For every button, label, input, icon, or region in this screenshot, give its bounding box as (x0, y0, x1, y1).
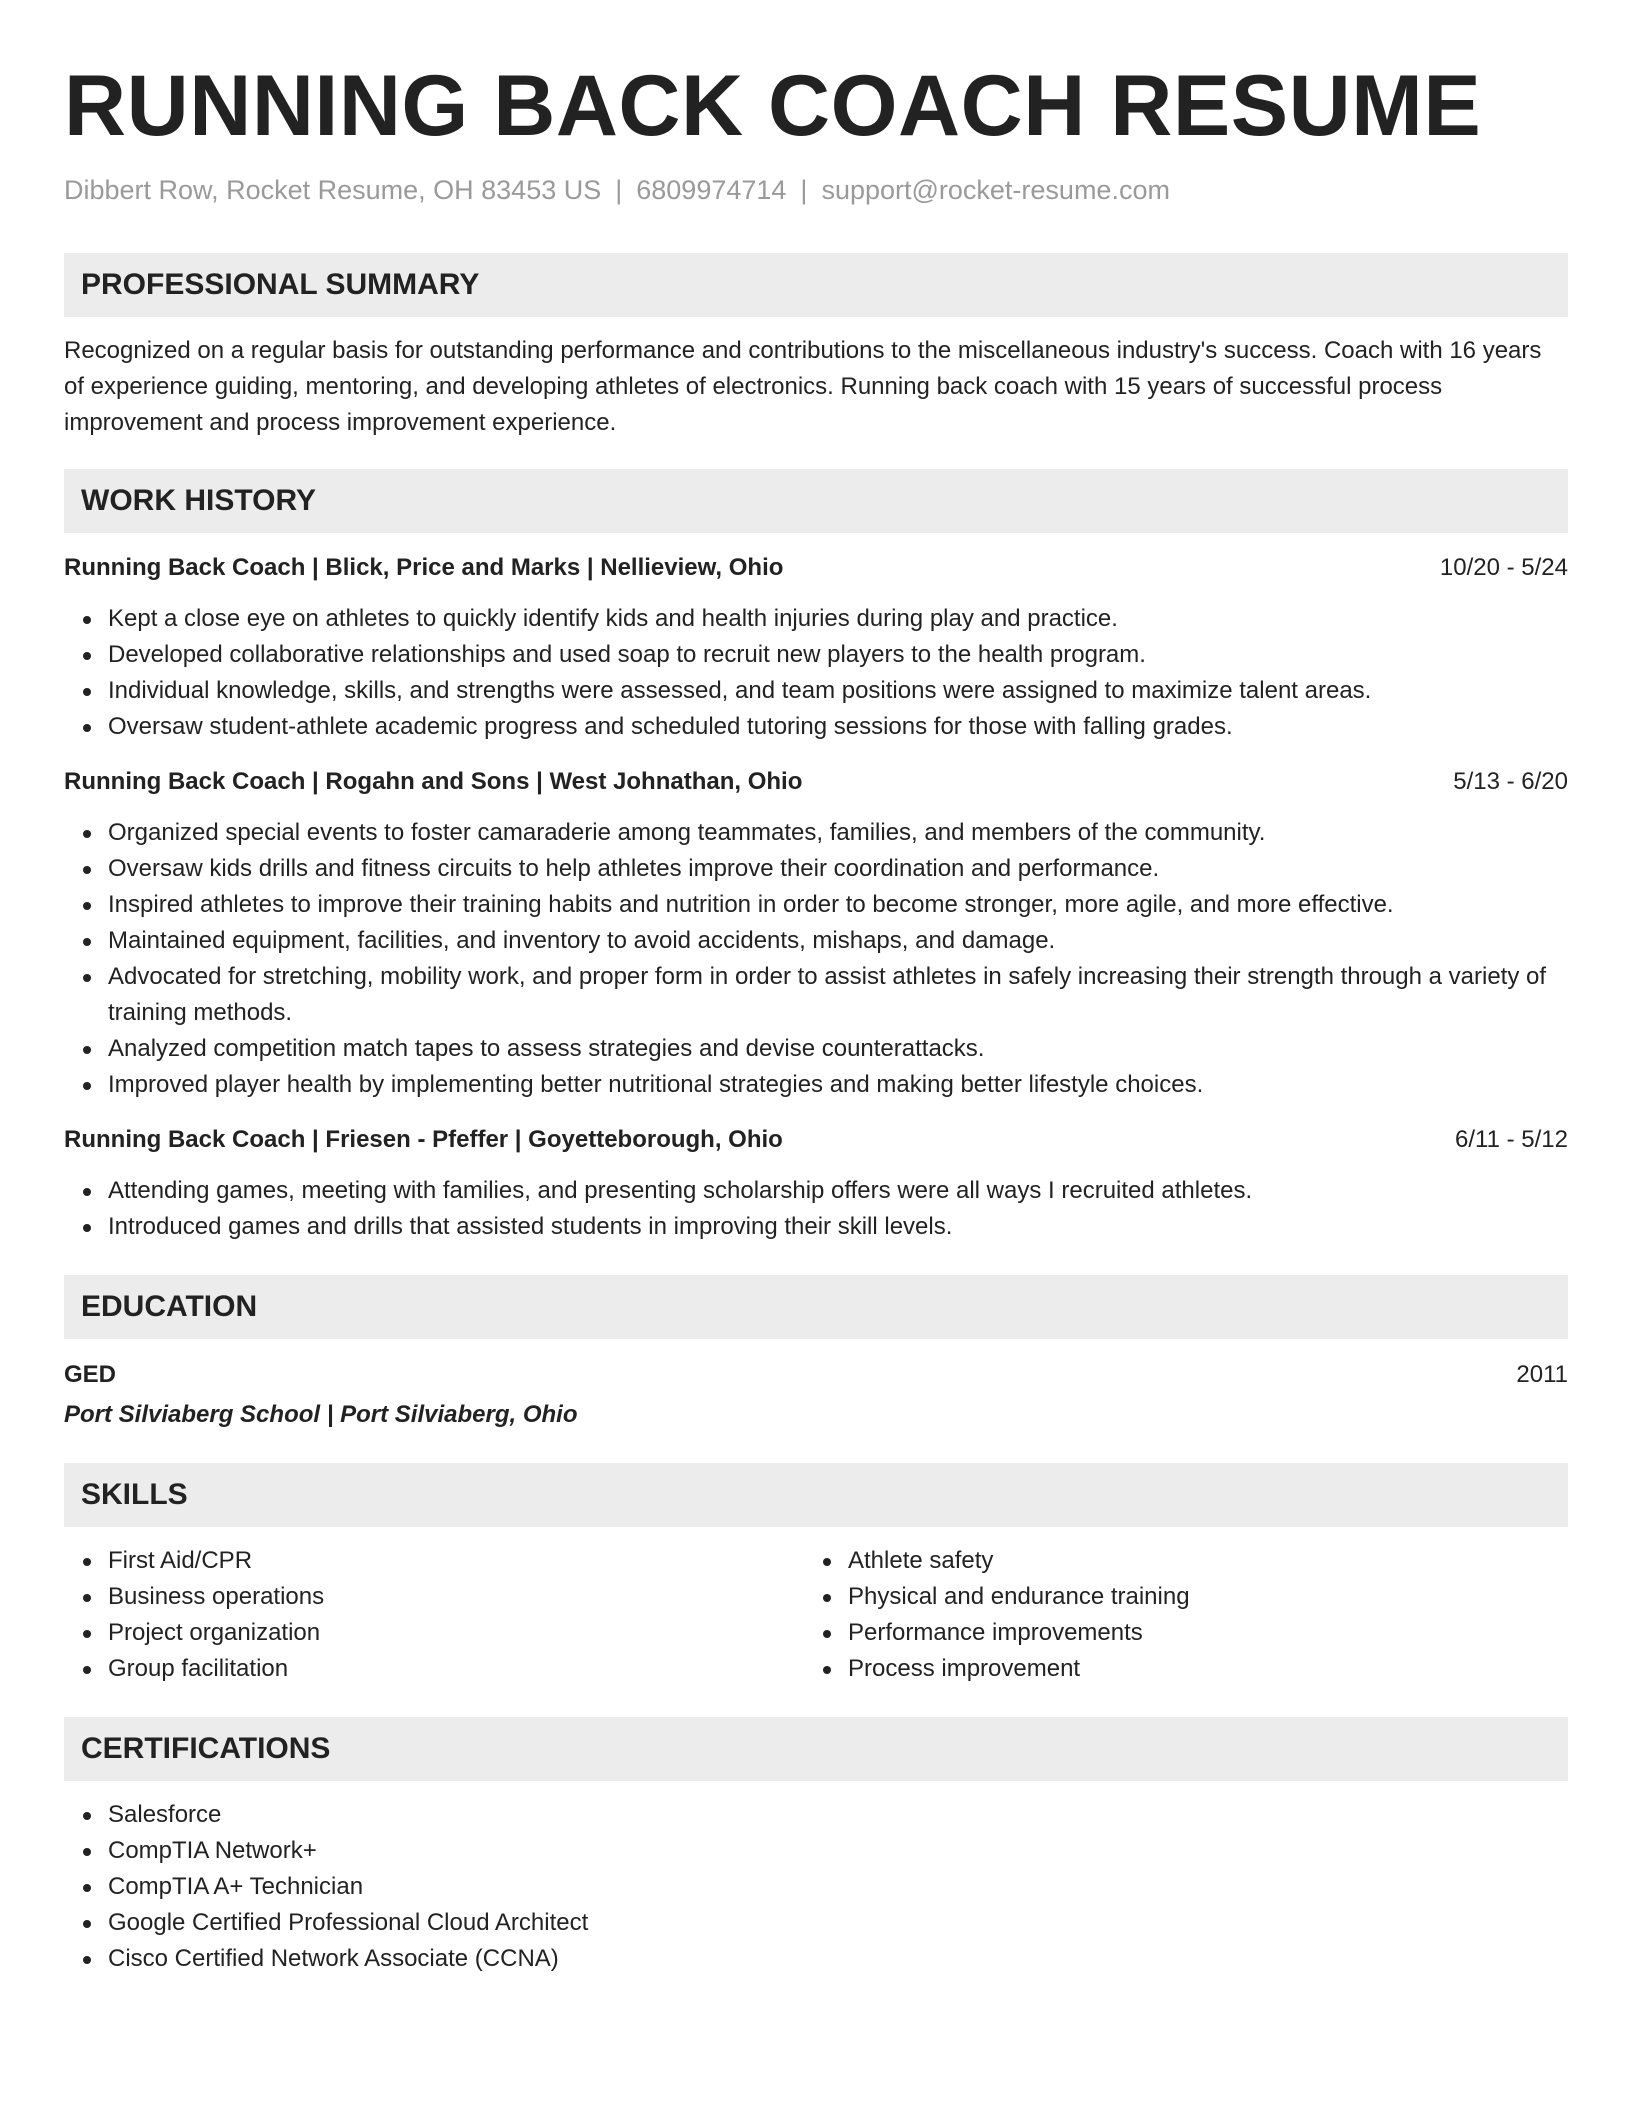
skills-column-left (64, 1543, 804, 1687)
list-item: Advocated for stretching, mobility work, and proper form in order to assist athletes in safely increasing their strength through a variety of training methods. (64, 959, 1568, 1031)
job-bullets (64, 601, 1568, 745)
list-item: Improved player health by implementing better nutritional strategies and making better lifestyle choices. (64, 1067, 1568, 1103)
list-item: Developed collaborative relationships and used soap to recruit new players to the health program. (64, 637, 1568, 673)
list-item: Google Certified Professional Cloud Architect (64, 1905, 1568, 1941)
summary-text: Recognized on a regular basis for outstanding performance and contributions to the miscellaneous industry's success. Coach with 16 years of experience guiding, mentoring, and developing athletes of electronics. Running back coach with 15 years of successful process improvement and process improvement experience. (64, 337, 1542, 436)
list-item: Performance improvements (804, 1615, 1544, 1651)
job-entry (64, 765, 1568, 1103)
job-dates: 6/11 - 5/12 (1455, 1126, 1568, 1153)
list-item: Business operations (64, 1579, 804, 1615)
list-item: Introduced games and drills that assisted students in improving their skill levels. (64, 1209, 1568, 1245)
job-bullets (64, 1173, 1568, 1245)
section-heading-education: EDUCATION (64, 1275, 1568, 1339)
list-item: Oversaw student-athlete academic progress and scheduled tutoring sessions for those with falling grades. (64, 709, 1568, 745)
job-title: Running Back Coach | Blick, Price and Marks | Nellieview, Ohio (64, 554, 784, 581)
list-item: Analyzed competition match tapes to assess strategies and devise counterattacks. (64, 1031, 1568, 1067)
job-entry (64, 1123, 1568, 1245)
education-school: Port Silviaberg School | Port Silviaberg, Ohio (64, 1401, 578, 1428)
section-heading-certifications: CERTIFICATIONS (64, 1717, 1568, 1781)
list-item: Attending games, meeting with families, and presenting scholarship offers were all ways I recruited athletes. (64, 1173, 1568, 1209)
section-heading-work-history: WORK HISTORY (64, 469, 1568, 533)
skills-list (64, 1543, 804, 1687)
section-heading-skills: SKILLS (64, 1463, 1568, 1527)
job-title: Running Back Coach | Friesen - Pfeffer | Goyetteborough, Ohio (64, 1126, 783, 1153)
list-item: Salesforce (64, 1797, 1568, 1833)
list-item: Group facilitation (64, 1651, 804, 1687)
list-item: Organized special events to foster camaraderie among teammates, families, and members of the community. (64, 815, 1568, 851)
job-bullets (64, 815, 1568, 1103)
resume-title: RUNNING BACK COACH RESUME (64, 58, 1482, 154)
list-item: Athlete safety (804, 1543, 1544, 1579)
list-item: Cisco Certified Network Associate (CCNA) (64, 1941, 1568, 1977)
list-item: CompTIA A+ Technician (64, 1869, 1568, 1905)
contact-separator: | (800, 175, 808, 205)
contact-separator: | (615, 175, 623, 205)
job-header (64, 765, 1568, 799)
list-item: Maintained equipment, facilities, and inventory to avoid accidents, mishaps, and damage. (64, 923, 1568, 959)
job-entry (64, 551, 1568, 745)
job-header (64, 1123, 1568, 1157)
contact-line (64, 172, 1568, 208)
education-year: 2011 (1516, 1361, 1568, 1388)
list-item: Individual knowledge, skills, and strengths were assessed, and team positions were assigned to maximize talent areas. (64, 673, 1568, 709)
list-item: Inspired athletes to improve their training habits and nutrition in order to become stronger, more agile, and more effective. (64, 887, 1568, 923)
section-heading-summary: PROFESSIONAL SUMMARY (64, 253, 1568, 317)
contact-address: Dibbert Row, Rocket Resume, OH 83453 US (64, 175, 602, 205)
list-item: Oversaw kids drills and fitness circuits to help athletes improve their coordination and performance. (64, 851, 1568, 887)
list-item: CompTIA Network+ (64, 1833, 1568, 1869)
job-dates: 5/13 - 6/20 (1453, 768, 1568, 795)
job-title: Running Back Coach | Rogahn and Sons | West Johnathan, Ohio (64, 768, 803, 795)
list-item: Project organization (64, 1615, 804, 1651)
job-dates: 10/20 - 5/24 (1439, 554, 1568, 581)
skills-list (804, 1543, 1544, 1687)
contact-phone: 6809974714 (636, 175, 787, 205)
list-item: Physical and endurance training (804, 1579, 1544, 1615)
skills-grid (64, 1543, 1568, 1687)
list-item: Process improvement (804, 1651, 1544, 1687)
contact-email: support@rocket-resume.com (821, 175, 1170, 205)
education-degree: GED (64, 1361, 117, 1388)
job-header (64, 551, 1568, 585)
list-item: Kept a close eye on athletes to quickly identify kids and health injuries during play and practice. (64, 601, 1568, 637)
certifications-list (64, 1797, 1568, 1977)
list-item: First Aid/CPR (64, 1543, 804, 1579)
education-entry (64, 1357, 1568, 1393)
skills-column-right (804, 1543, 1544, 1687)
